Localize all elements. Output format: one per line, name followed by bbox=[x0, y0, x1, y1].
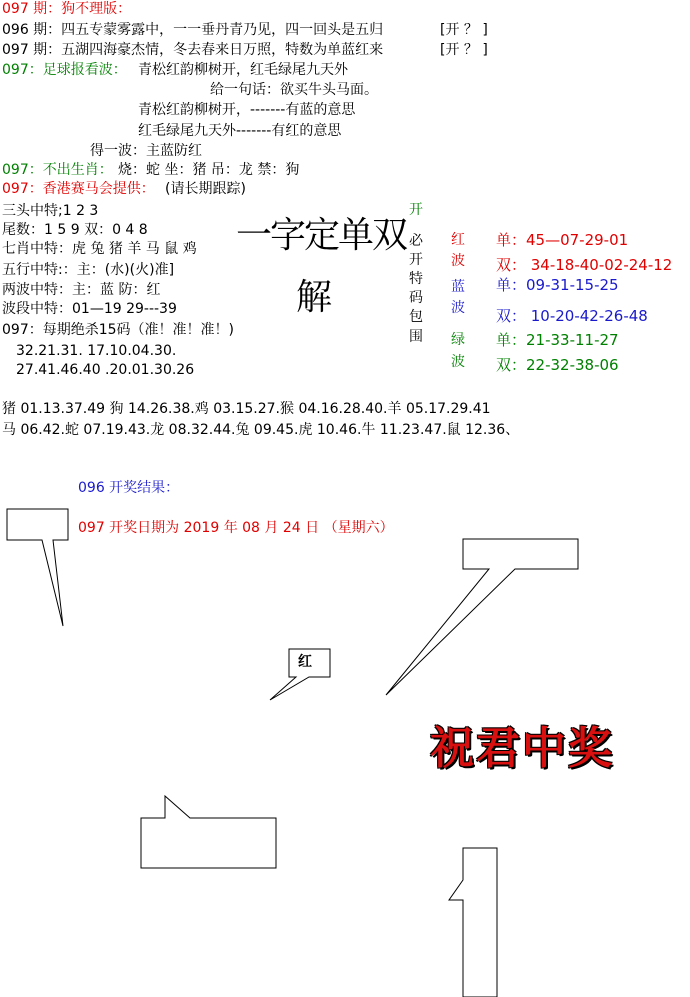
callout-bubble-2 bbox=[386, 539, 578, 695]
provider-note: (请长期跟踪) bbox=[165, 181, 246, 197]
wave-line-1: 青松红韵柳树开，红毛绿尾九天外 bbox=[138, 62, 348, 78]
provider-label: 097：香港赛马会提供： bbox=[2, 181, 155, 197]
zodiac-text: 烧：蛇 坐：猪 吊：龙 禁：狗 bbox=[118, 162, 300, 178]
red-wave-label: 波 bbox=[451, 253, 465, 269]
zodiac-numbers-row-2: 马 06.42.蛇 07.19.43.龙 08.32.44.兔 09.45.虎 10.46.牛 11.23.47.鼠 12.36、 bbox=[2, 422, 520, 438]
red-double-numbers: 双： 34-18-40-02-24-12 bbox=[496, 256, 673, 274]
vertical-char: 必 bbox=[409, 233, 423, 249]
wave-line-3: 青松红韵柳树开，-------有蓝的意思 bbox=[138, 102, 356, 118]
green-wave-label: 绿 bbox=[451, 332, 465, 348]
big-title-line-1: 一字定单双 bbox=[236, 215, 407, 256]
green-single-numbers: 单：21-33-11-27 bbox=[496, 331, 619, 349]
next-draw-date: 097 开奖日期为 2019 年 08 月 24 日 （星期六） bbox=[78, 520, 394, 536]
green-wave-label: 波 bbox=[451, 354, 465, 370]
tip-tail: 尾数：1 5 9 双：0 4 8 bbox=[2, 222, 148, 238]
blue-wave-label: 蓝 bbox=[451, 279, 465, 295]
tip-two-waves: 两波中特：主：蓝 防：红 bbox=[2, 282, 161, 298]
zodiac-label: 097：不出生肖： bbox=[2, 162, 113, 178]
vertical-char: 特 bbox=[409, 271, 423, 287]
vertical-char: 包 bbox=[409, 309, 423, 325]
result-check-b: [开 ？ ] bbox=[440, 42, 488, 58]
blue-single-numbers: 单：09-31-15-25 bbox=[496, 276, 619, 294]
riddle-line-097: 097 期：五湖四海豪杰情，冬去春来日万照，特数为单蓝红来 bbox=[2, 42, 384, 58]
congrats-banner: 祝君中奖 bbox=[430, 723, 614, 774]
vertical-open: 开 bbox=[409, 202, 423, 218]
tip-band: 波段中特：01—19 29---39 bbox=[2, 301, 177, 317]
wave-line-5: 得一波：主蓝防红 bbox=[90, 143, 202, 159]
tip-head: 三头中特;1 2 3 bbox=[2, 203, 99, 219]
big-title-line-2: 解 bbox=[296, 277, 331, 318]
tip-kill-numbers-2: 27.41.46.40 .20.01.30.26 bbox=[16, 362, 195, 378]
red-wave-label: 红 bbox=[451, 232, 465, 248]
page-title: 097 期：狗不理版： bbox=[2, 1, 132, 17]
callout-bubble-4 bbox=[141, 796, 276, 868]
blue-wave-label: 波 bbox=[451, 300, 465, 316]
red-single-numbers: 单：45—07-29-01 bbox=[496, 231, 629, 249]
tip-element: 五行中特:：主：(水)(火)准] bbox=[2, 262, 175, 278]
bubble-text: 红 bbox=[298, 654, 312, 670]
callout-bubble-1 bbox=[7, 509, 68, 626]
tip-kill-label: 097：每期绝杀15码（准！准！准！) bbox=[2, 322, 234, 338]
vertical-char: 码 bbox=[409, 290, 423, 306]
callout-bubble-5 bbox=[449, 848, 497, 997]
vertical-char: 开 bbox=[409, 252, 423, 268]
wave-line-4: 红毛绿尾九天外-------有红的意思 bbox=[138, 123, 342, 139]
zodiac-numbers-row-1: 猪 01.13.37.49 狗 14.26.38.鸡 03.15.27.猴 04.16.28.40.羊 05.17.29.41 bbox=[2, 401, 491, 417]
wave-line-2: 给一句话：欲买牛头马面。 bbox=[210, 82, 378, 98]
wave-label: 097：足球报看波： bbox=[2, 62, 127, 78]
riddle-line-096: 096 期：四五专蒙雾露中，一一垂丹青乃见，四一回头是五归 bbox=[2, 22, 384, 38]
green-double-numbers: 双：22-32-38-06 bbox=[496, 356, 619, 374]
vertical-char: 围 bbox=[409, 329, 423, 345]
tip-zodiac: 七肖中特：虎 兔 猪 羊 马 鼠 鸡 bbox=[2, 241, 197, 257]
blue-double-numbers: 双： 10-20-42-26-48 bbox=[496, 307, 648, 325]
tip-kill-numbers-1: 32.21.31. 17.10.04.30. bbox=[16, 343, 177, 359]
previous-result-label: 096 开奖结果： bbox=[78, 480, 180, 496]
result-check-a: [开 ？ ] bbox=[440, 22, 488, 38]
